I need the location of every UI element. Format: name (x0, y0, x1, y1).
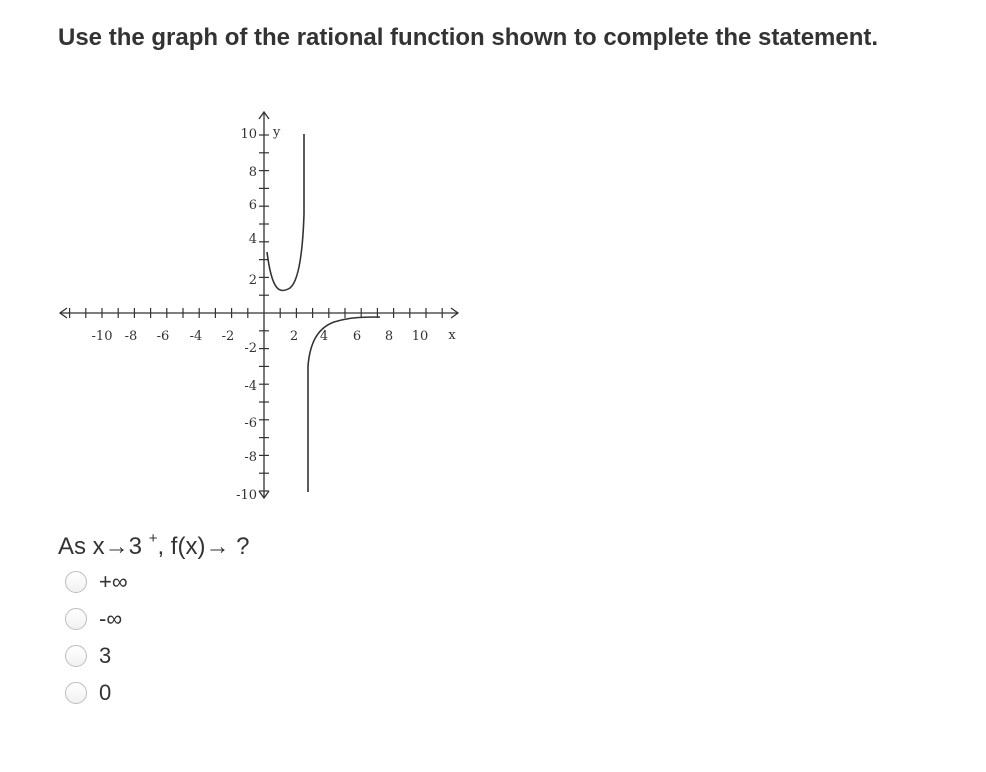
upper-branch-curve (267, 134, 304, 291)
x-tick-label: -8 (124, 329, 138, 344)
y-tick-labels (236, 125, 281, 503)
y-tick-label: -8 (244, 450, 257, 465)
y-tick-label: 8 (248, 165, 257, 180)
answer-option-three[interactable] (65, 637, 128, 674)
rational-function-graph (52, 104, 482, 528)
answer-options (65, 563, 128, 711)
radio-button[interactable] (65, 608, 87, 630)
question-statement (58, 532, 249, 561)
answer-option-zero[interactable] (65, 674, 128, 711)
y-tick-label: 4 (248, 232, 257, 247)
question-lead: As x→3 (58, 533, 143, 560)
question-prompt: Use the graph of the rational function shown to complete the statement. (58, 24, 879, 51)
lower-branch-curve (308, 317, 380, 492)
question-superscript: + (148, 530, 158, 547)
x-tick-label: 4 (319, 329, 329, 344)
y-tick-label: 2 (248, 273, 257, 288)
y-tick-label: -4 (244, 379, 257, 394)
answer-option-plus-infinity[interactable] (65, 563, 128, 600)
answer-label: -∞ (99, 605, 123, 631)
graph-svg (52, 104, 482, 528)
y-tick-label: -2 (244, 341, 257, 356)
answer-label: +∞ (99, 568, 128, 594)
x-tick-label: -2 (221, 329, 235, 344)
answer-label: 0 (99, 679, 112, 705)
y-axis-label: y (273, 125, 281, 140)
y-tick-label: 10 (240, 127, 257, 142)
y-tick-label: 6 (248, 198, 257, 213)
question-tail: , f(x)→ ? (157, 533, 250, 560)
radio-button[interactable] (65, 682, 87, 704)
radio-button[interactable] (65, 645, 87, 667)
y-tick-label: -6 (244, 416, 257, 431)
x-tick-label: 6 (352, 329, 362, 344)
radio-button[interactable] (65, 571, 87, 593)
x-tick-label: -4 (189, 329, 203, 344)
x-tick-label: 10 (411, 329, 429, 344)
x-tick-label: -6 (156, 329, 170, 344)
y-tick-label: -10 (236, 488, 257, 503)
answer-label: 3 (99, 642, 112, 668)
x-tick-label: 2 (289, 329, 299, 344)
x-axis-label: x (448, 328, 456, 343)
x-tick-labels (92, 328, 457, 344)
x-tick-label: 8 (384, 329, 394, 344)
answer-option-minus-infinity[interactable] (65, 600, 128, 637)
x-tick-label: -10 (91, 329, 113, 344)
